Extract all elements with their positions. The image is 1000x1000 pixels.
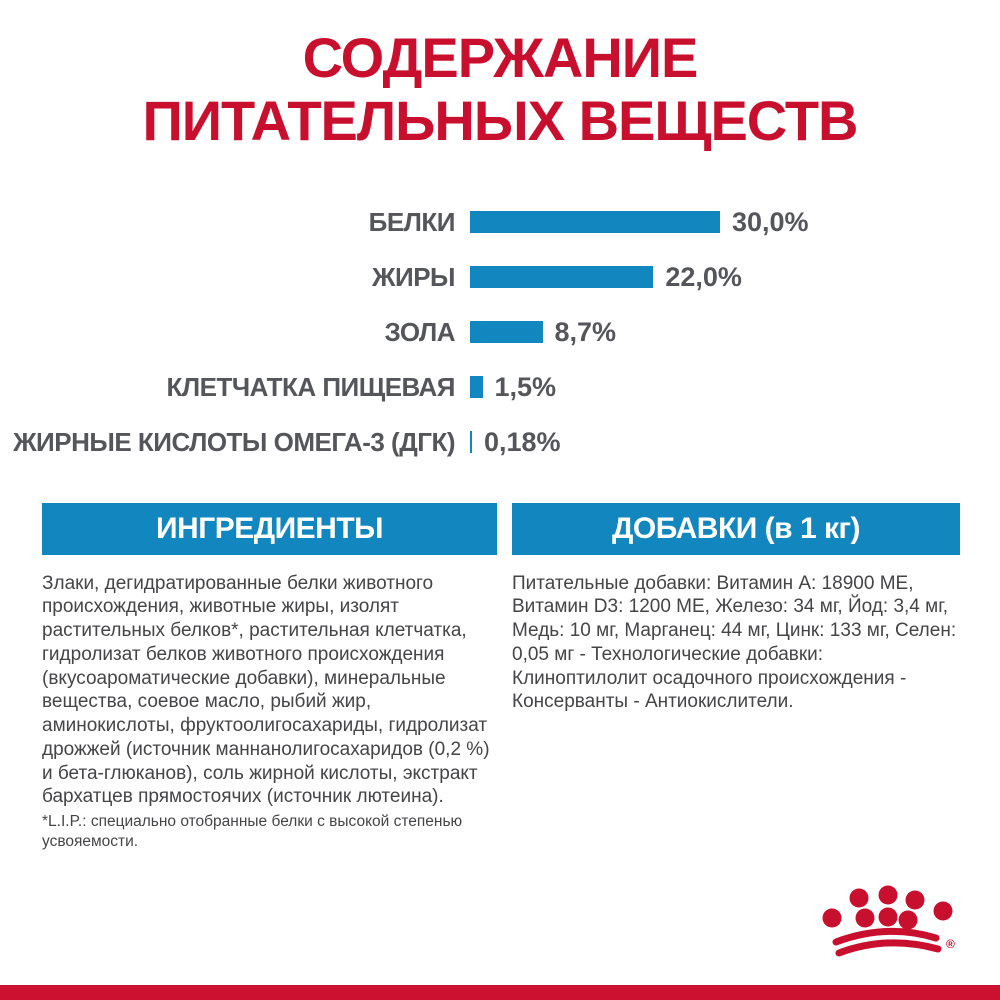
chart-row — [0, 250, 1000, 305]
page-title-line1: СОДЕРЖАНИЕ — [302, 26, 698, 89]
section-columns — [42, 572, 960, 853]
additives-body: Питательные добавки: Витамин A: 18900 МЕ, Витамин D3: 1200 МЕ, Железо: 34 мг, Йод: 3,4 мг, Медь: 10 мг, Марганец: 44 мг, Цинк: 133 мг, Селен: 0,05 мг - Технологические добавки: Клиноптилолит осадочного происхождения - Консерванты - Антиокислители. — [512, 572, 957, 713]
additives-column — [512, 572, 960, 853]
chart-value-label: 30,0% — [732, 206, 809, 237]
royal-canin-crown-logo — [820, 885, 980, 963]
page-title — [0, 0, 1000, 153]
footer-red-stripe — [0, 985, 1000, 1000]
chart-category-label: ЖИРЫ — [372, 261, 455, 292]
chart-value-label: 8,7% — [554, 316, 617, 347]
ingredients-footnote: *L.I.P.: специально отобранные белки с высокой степенью усвояемости. — [42, 813, 463, 851]
chart-value-label: 0,18% — [484, 426, 561, 457]
chart-row — [0, 195, 1000, 250]
chart-bar — [470, 266, 653, 288]
crown-dots — [823, 886, 953, 930]
chart-bar — [470, 321, 543, 343]
chart-category-label: ЗОЛА — [384, 316, 455, 347]
chart-value-label: 1,5% — [494, 371, 557, 402]
chart-row — [0, 305, 1000, 360]
ingredients-column — [42, 572, 497, 853]
additives-header: ДОБАВКИ (в 1 кг) — [512, 503, 960, 555]
ingredients-body: Злаки, дегидратированные белки животного происхождения, животные жиры, изолят растительных белков*, растительная клетчатка, гидролизат белков животного происхождения (вкусоароматические добавки), минеральные вещества, соевое масло, рыбий жир, аминокислоты, фруктоолигосахариды, гидролизат дрожжей (источник маннанолигосахаридов (0,2 %) и бета-глюканов), соль жирной кислоты, экстракт бархатцев прямостоячих (источник лютеина). — [42, 572, 490, 808]
chart-bar — [470, 376, 483, 398]
chart-bar — [470, 431, 472, 453]
chart-row — [0, 415, 1000, 470]
nutrition-chart — [0, 195, 1000, 470]
chart-bar — [470, 211, 720, 233]
page-title-line2: ПИТАТЕЛЬНЫХ ВЕЩЕСТВ — [142, 89, 858, 153]
ingredients-header: ИНГРЕДИЕНТЫ — [42, 503, 497, 555]
chart-category-label: КЛЕТЧАТКА ПИЩЕВАЯ — [166, 371, 455, 402]
crown-arcs — [836, 931, 938, 953]
chart-category-label: БЕЛКИ — [368, 206, 455, 237]
chart-value-label: 22,0% — [665, 261, 742, 292]
chart-category-label: ЖИРНЫЕ КИСЛОТЫ ОМЕГА-3 (ДГК) — [13, 426, 455, 457]
chart-row — [0, 360, 1000, 415]
section-headers — [42, 503, 960, 555]
registered-trademark-symbol: ® — [946, 937, 955, 951]
